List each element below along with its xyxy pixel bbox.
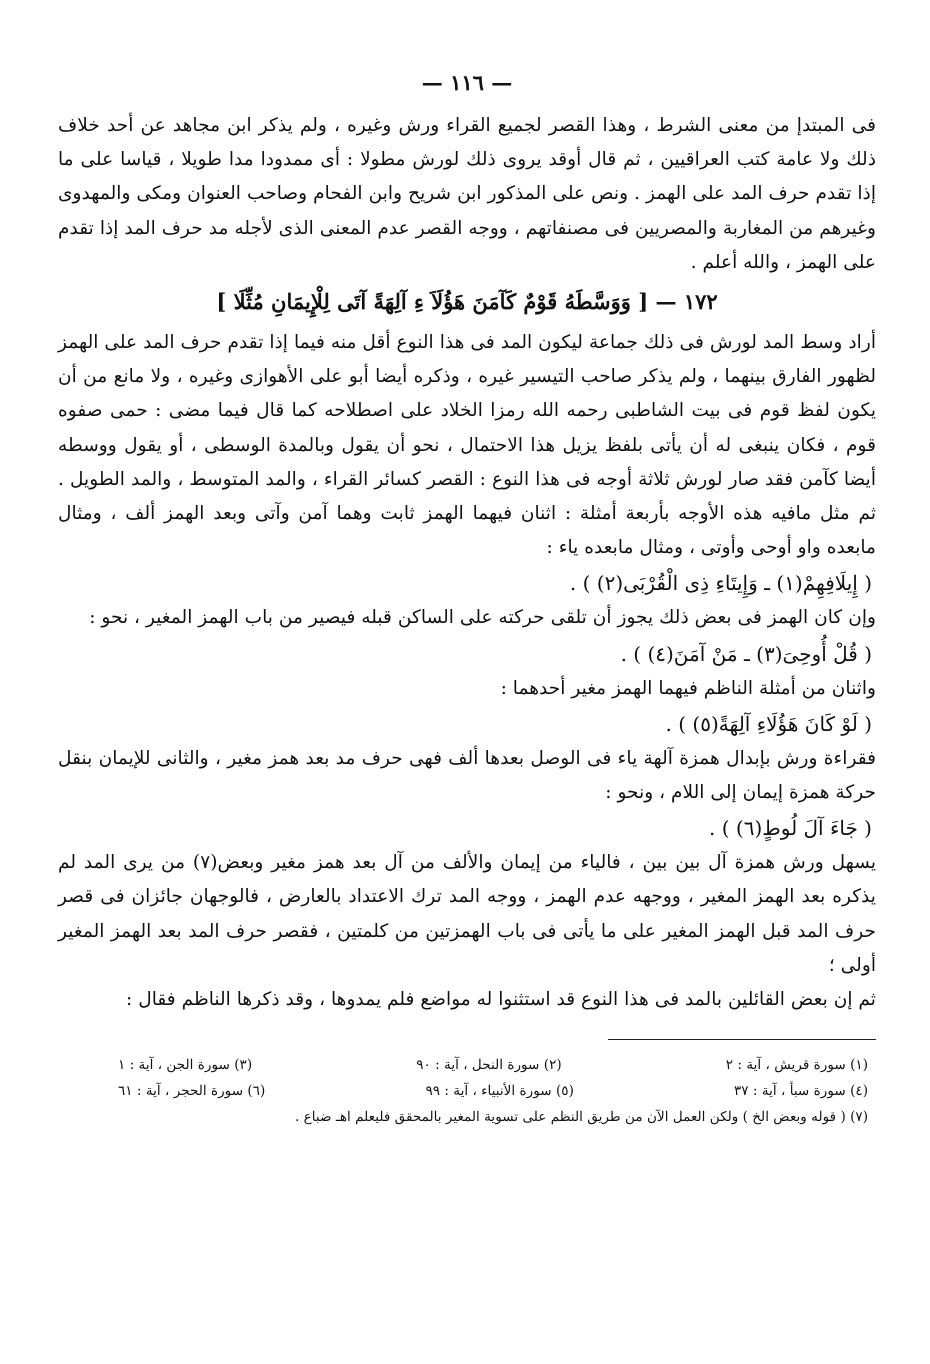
document-page (58, 70, 876, 1130)
paragraph-6: يسهل ورش همزة آل بين بين ، فالياء من إيمان والألف من آل بعد همز مغير وبعض(٧) من يرى المد لم يذكره بعد الهمز المغير ، ووجهه عدم الهمز ، ووجه المد ترك الاعتداد بالعارض ، فالوجهان جائزان فى قصر حرف المد قبل الهمز المغير على ما يأتى فى باب الهمزتين من كلمتين ، فقصر حرف المد بعد الهمز المغير أولى ؛ (58, 852, 877, 976)
quran-example-2: ( قُلْ أُوحِىَ(٣) ـ مَنْ آمَنَ(٤) ) . (620, 641, 872, 666)
paragraph-2: أراد وسط المد لورش فى ذلك جماعة ليكون المد فى هذا النوع أقل منه فيما إذا تقدم حرف المد على الهمز لظهور الفارق بينهما ، ولم يذكر صاحب التيسير غيره ، وذكره أيضا أبو على الأهوازى وغيره ، ولا مانع من أن يكون لفظ قوم فى بيت الشاطبى رحمه الله رمزا الخلاد على اصطلاحه كما قال فيما مضى : حمى صفوه قوم ، فكان ينبغى له أن يأتى بلفظ يزيل هذا الاحتمال ، نحو أن يقول وبالمدة الوسطى ، أو يقول ووسطه أيضا كآمن فقد صار لورش ثلاثة أوجه فى هذا النوع : القصر كسائر القراء ، والمد المتوسط ، والمد الطويل . ثم مثل مافيه هذه الأوجه بأربعة أمثلة : اثنان فيهما الهمز ثابت وهما آمن وآتى وبعد الهمز ألف ، ومثال مابعده واو أوحى وأوتى ، ومثال مابعده ياء : (58, 332, 876, 559)
quran-example-1: ( إِيلَافِهِمْ(١) ـ وَإِيتَاءِ ذِى الْقُرْبَى(٢) ) . (569, 571, 872, 596)
footnote-4: (٤) سورة سبأ ، آية : ٣٧ (733, 1083, 868, 1100)
paragraph-4: واثنان من أمثلة الناظم فيهما الهمز مغير أحدهما : (500, 677, 876, 699)
footnotes (58, 1052, 876, 1130)
quran-example-4: ( جَاءَ آلَ لُوطٍ(٦) ) . (709, 816, 872, 841)
footnote-row (58, 1052, 876, 1078)
footnote-5: (٥) سورة الأنبياء ، آية : ٩٩ (425, 1083, 574, 1100)
paragraph-3: وإن كان الهمز فى بعض ذلك يجوز أن تلقى حركته على الساكن قبله فيصير من باب الهمز المغير ، نحو : (89, 607, 876, 629)
footnote-3: (٣) سورة الجن ، آية : ١ (118, 1057, 253, 1074)
footnote-1: (١) سورة قريش ، آية : ٢ (725, 1057, 868, 1074)
page-number: — ١١٦ — (421, 70, 513, 95)
footnote-divider (608, 1039, 876, 1040)
quran-example-3: ( لَوْ كَانَ هَؤُلَاءِ آلِهَةً(٥) ) . (665, 711, 872, 736)
paragraph-1: فى المبتدإ من معنى الشرط ، وهذا القصر لجميع القراء ورش وغيره ، ولم يذكر ابن مجاهد عن أحد خلاف ذلك ولا عامة كتب العراقيين ، ثم قال أوقد يروى ذلك لورش مطولا : أى ممدودا مدا طويلا ، قياسا على ما إذا تقدم حرف المد على الهمز . ونص على المذكور ابن شريح وابن الفحام وصاحب العنوان ومكى والمهدوى وغيرهم من المغاربة والمصريين فى مصنفاتهم ، ووجه القصر عدم المعنى الذى لأجله مد حرف المد إذا تقدم على الهمز ، والله أعلم . (58, 115, 876, 273)
footnote-6: (٦) سورة الحجر ، آية : ٦١ (118, 1083, 266, 1100)
paragraph-5: فقراءة ورش بإبدال همزة آلهة ياء فى الوصل بعدها ألف فهى حرف مد بعد همز مغير ، والثانى للإيمان بنقل حركة همزة إيمان إلى اللام ، ونحو : (58, 747, 876, 804)
footnote-7: (٧) ( قوله وبعض الخ ) ولكن العمل الآن من طريق النظم على تسوية المغير بالمحقق فليعلم اهـ ضباع . (295, 1109, 868, 1126)
footnote-2: (٢) سورة النحل ، آية : ٩٠ (416, 1057, 562, 1074)
verse-heading-172: ١٧٢ — [ وَوَسَّطَهُ قَوْمٌ كَآمَنَ هَؤُلَاَ ءِ آلِهَةً آتَى لِلْإِيمَانِ مُثِّلَا ] (216, 289, 718, 315)
footnote-row (58, 1078, 876, 1104)
paragraph-7: ثم إن بعض القائلين بالمد فى هذا النوع قد استثنوا له مواضع فلم يمدوها ، وقد ذكرها الناظم فقال : (126, 989, 876, 1011)
